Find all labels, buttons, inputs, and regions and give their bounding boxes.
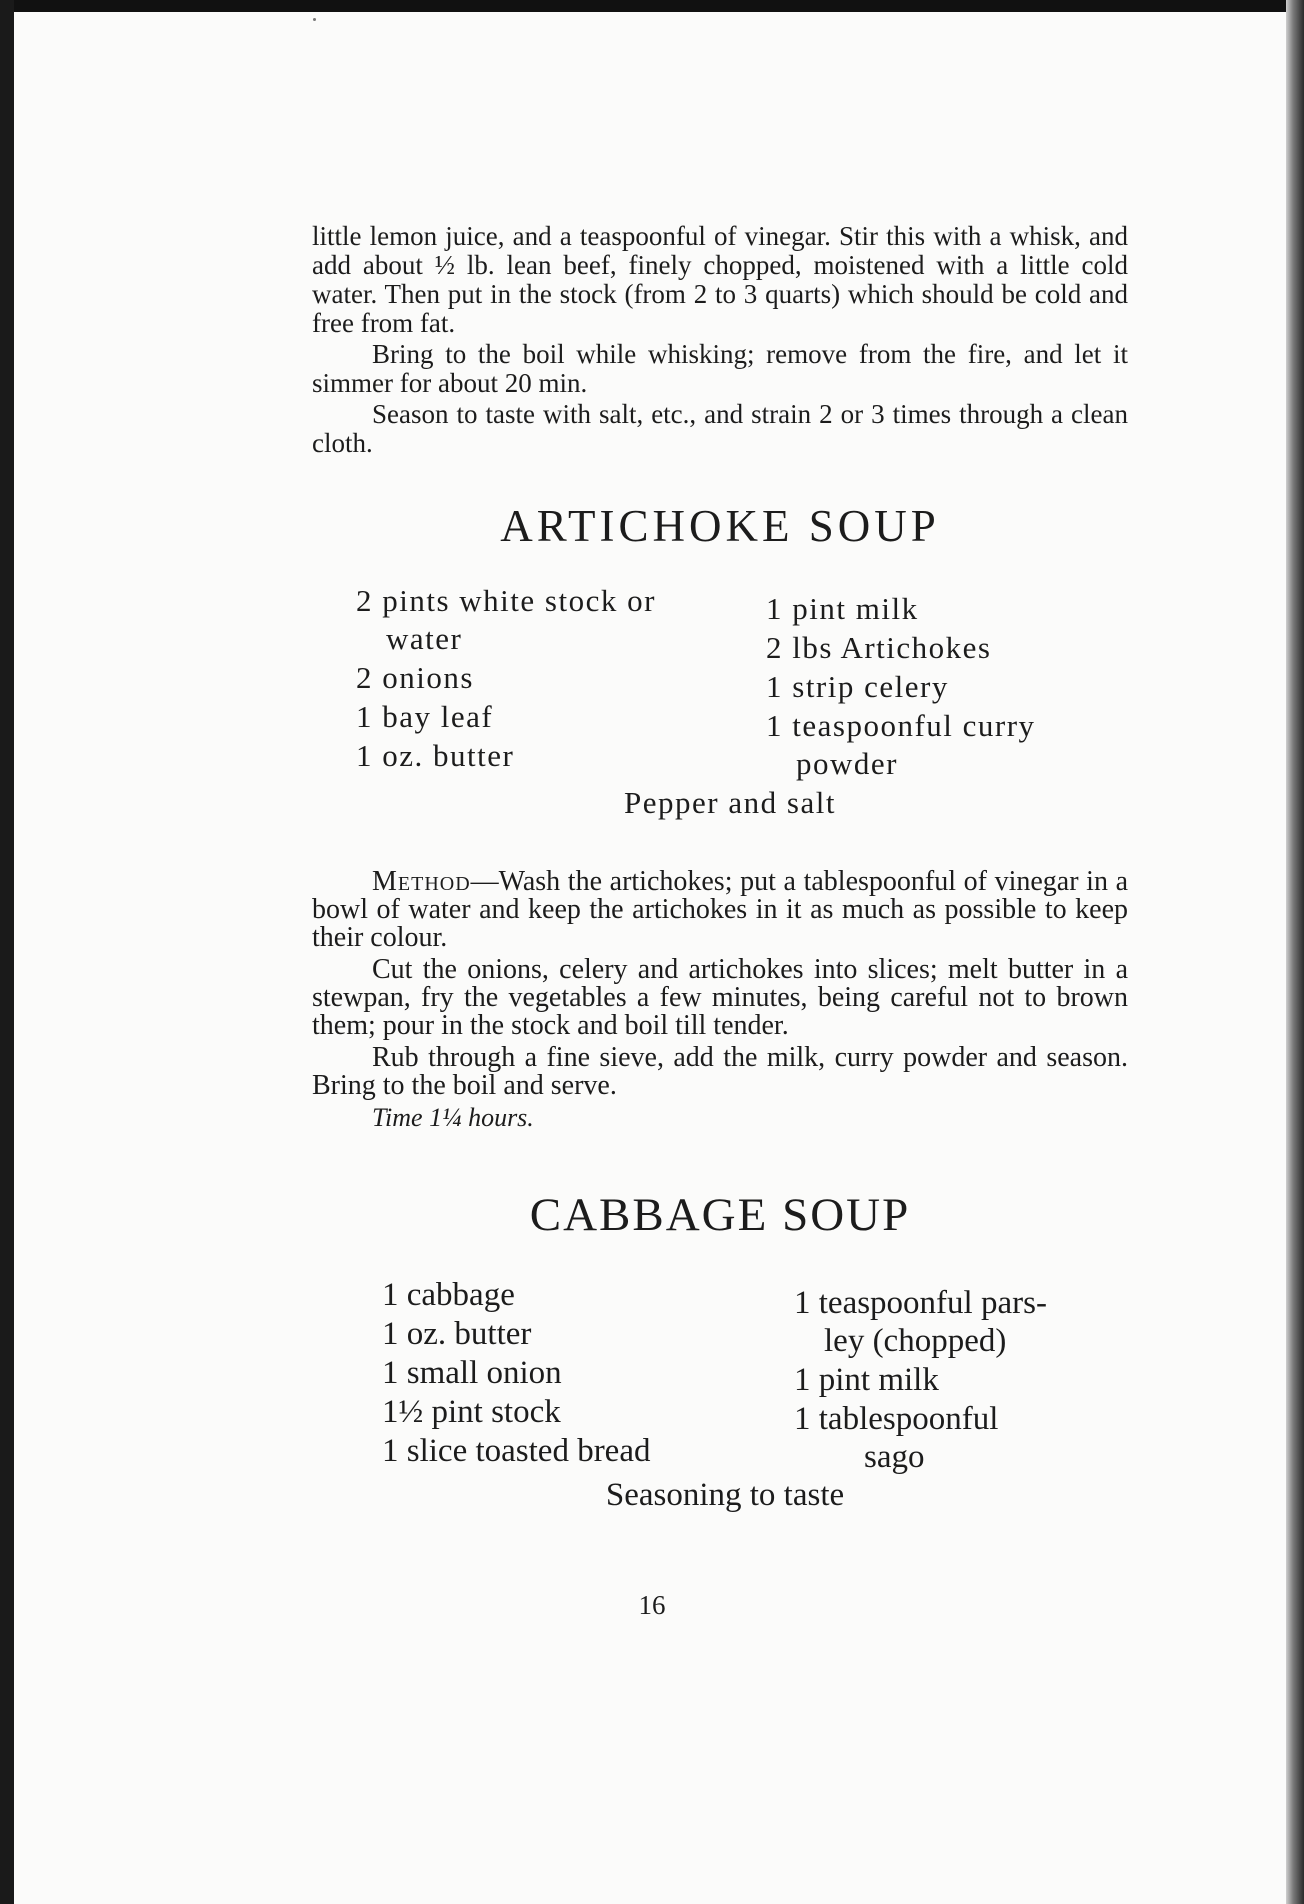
ingredient-seasoning: Seasoning to taste [605, 1477, 845, 1513]
ingredients-left-column [382, 1276, 802, 1471]
scan-border-top [0, 0, 1304, 12]
ingredient-item: 1 oz. butter [382, 1316, 532, 1352]
ingredient-item: 1 cabbage [382, 1277, 515, 1313]
method-label: Method [372, 866, 471, 897]
ingredient-item: 1 teaspoonful curry powder [766, 708, 1036, 781]
ingredients-cabbage [312, 1276, 1128, 1526]
ingredient-item: 2 lbs Artichokes [766, 630, 992, 665]
ingredient-item: 1 pint milk [794, 1362, 939, 1398]
page-content [312, 222, 1128, 1526]
ingredient-item: 2 pints white stock or water [356, 583, 656, 656]
ingredient-item: 1 oz. butter [356, 738, 515, 773]
ingredient-item: 1½ pint stock [382, 1394, 561, 1430]
ingredient-item: 2 onions [356, 660, 474, 695]
ingredients-right-column [794, 1284, 1154, 1477]
method-artichoke [312, 868, 1128, 1132]
method-paragraph: Method—Wash the artichokes; put a tablespoonful of vinegar in a bowl of water and keep the artichokes in it as much as possible to keep their colour. [312, 866, 1128, 953]
ingredient-item: 1 small onion [382, 1355, 562, 1391]
ingredient-item: 1 tablespoonful sago [794, 1401, 999, 1475]
recipe-title-artichoke: ARTICHOKE SOUP [500, 501, 940, 551]
paragraph: little lemon juice, and a teaspoonful of vinegar. Stir this with a whisk, and add about ½ lb. lean beef, finely chopped, moistened with a little cold water. Then put in the stock (from 2 to 3 quarts) which should be cold and free from fat. [312, 221, 1128, 338]
ingredient-item: 1 slice toasted bread [382, 1433, 651, 1469]
ingredient-item: 1 teaspoonful pars- ley (chopped) [794, 1285, 1047, 1359]
cooking-time: Time 1¼ hours. [372, 1103, 534, 1132]
ingredients-artichoke [312, 582, 1128, 832]
paragraph: Season to taste with salt, etc., and strain 2 or 3 times through a clean cloth. [312, 399, 1128, 458]
ingredient-seasoning: Pepper and salt [624, 785, 836, 820]
page-number: 16 [638, 1590, 666, 1620]
ingredient-item: 1 strip celery [766, 669, 949, 704]
ingredient-item: 1 pint milk [766, 591, 919, 626]
ingredients-right-column [766, 590, 1146, 784]
scan-speck [313, 18, 316, 21]
ingredients-left-column [356, 582, 746, 776]
paragraph: Bring to the boil while whisking; remove from the fire, and let it simmer for about 20 min. [312, 339, 1128, 398]
recipe-title-cabbage: CABBAGE SOUP [529, 1189, 911, 1241]
ingredient-item: 1 bay leaf [356, 699, 494, 734]
method-paragraph: Cut the onions, celery and artichokes into slices; melt butter in a stewpan, fry the vegetables a few minutes, being careful not to brown them; pour in the stock and boil till tender. [312, 954, 1128, 1041]
consomme-instructions [312, 222, 1128, 458]
method-paragraph: Rub through a fine sieve, add the milk, curry powder and season. Bring to the boil and serve. [312, 1042, 1128, 1101]
